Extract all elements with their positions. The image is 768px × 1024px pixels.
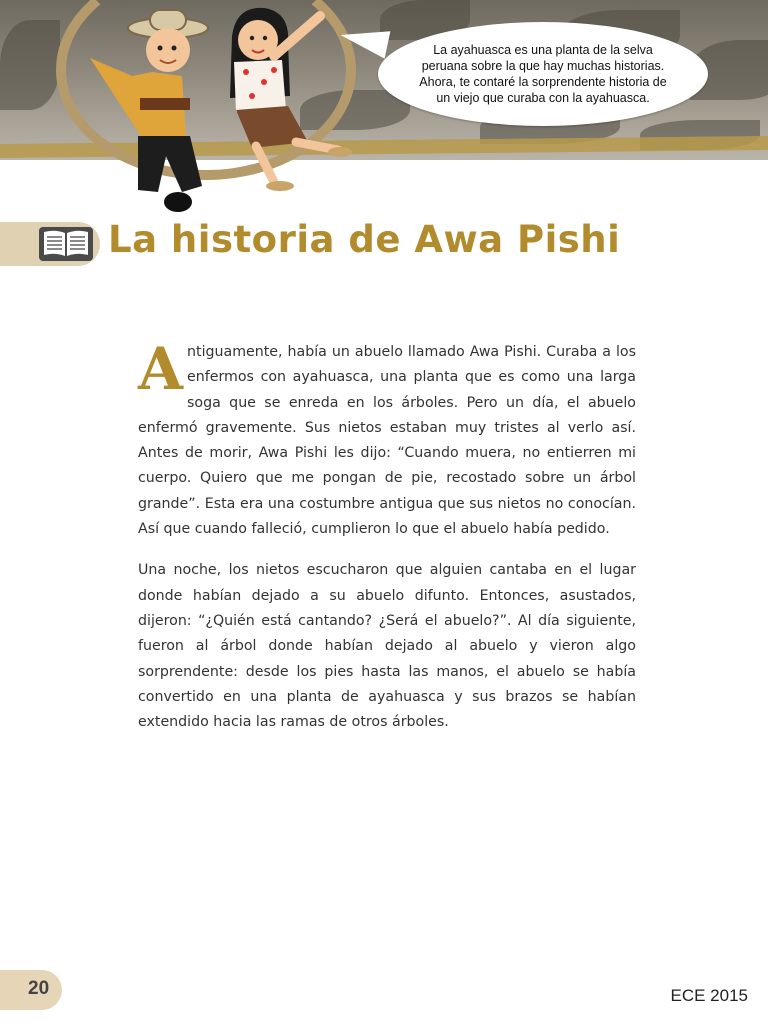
story-text [138, 335, 636, 751]
page-title: La historia de Awa Pishi [108, 218, 621, 261]
dropcap-letter: A [138, 335, 184, 403]
boy-illustration [62, 6, 222, 218]
speech-bubble [378, 22, 708, 126]
footer-label: ECE 2015 [670, 986, 748, 1005]
story-paragraph-1 [138, 335, 636, 542]
open-book-icon [38, 226, 94, 262]
story-paragraph-2: Una noche, los nietos escucharon que alguien cantaba en el lugar donde habían dejado a su abuelo difunto. Entonces, asustados, dijeron: “¿Quién está cantando? ¿Será el abuelo?”. Al día siguiente, fueron al árbol donde habían dejado al abuelo y vieron algo sorprendente: desde los pies hasta las manos, el abuelo se había convertido en una planta de ayahuasca y sus brazos se habían extendido hacia las ramas de otros árboles. [138, 562, 636, 731]
paragraph-1-text: ntiguamente, había un abuelo llamado Awa Pishi. Curaba a los enfermos con ayahuasca, una planta que es como una larga soga que se enreda en los árboles. Pero un día, el abuelo enfermó gravemente. Sus nietos estaban muy tristes al verlo así. Antes de morir, Awa Pishi les dijo: “Cuando muera, no entierren mi cuerpo. Quiero que me pongan de pie, recostado sobre un árbol grande”. Esta era una costumbre antigua que sus nietos no conocían. Así que cuando falleció, cumplieron lo que el abuelo había pedido. [138, 344, 636, 538]
speech-bubble-text: La ayahuasca es una planta de la selva peruana sobre la que hay muchas historias. Ahora, te contaré la sorprendente historia de un viejo que curaba con la ayahuasca. [419, 43, 667, 105]
page-number: 20 [28, 978, 50, 999]
